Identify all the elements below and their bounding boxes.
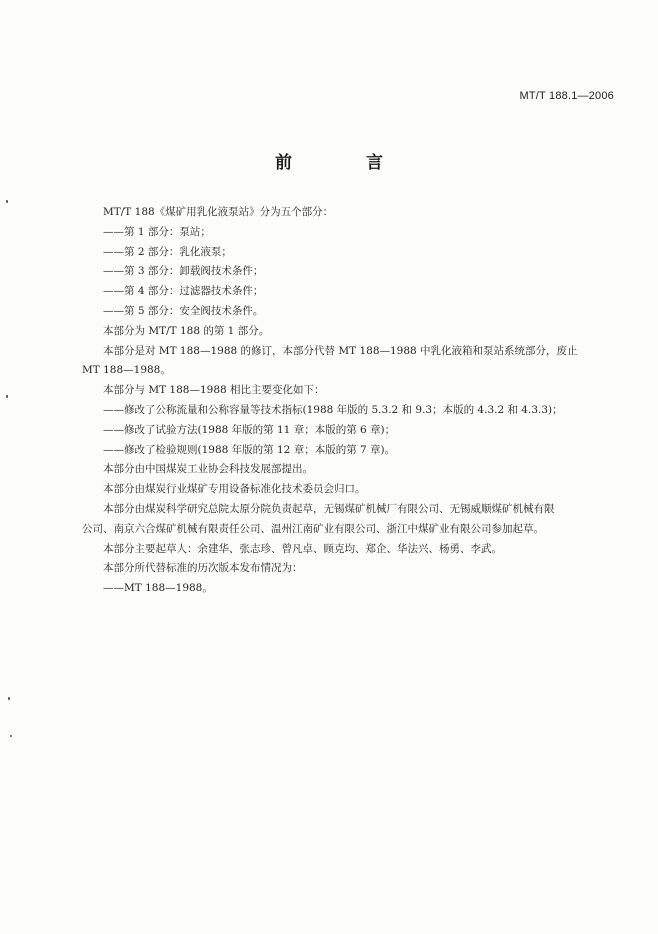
list-item-part-1: ——第 1 部分：泵站； <box>103 225 211 238</box>
list-item-change-2: ——修改了试验方法(1988 年版的第 11 章；本版的第 6 章)； <box>103 423 396 436</box>
list-item-part-5: ——第 5 部分：安全阀技术条件。 <box>103 304 264 317</box>
paragraph-revision: 本部分是对 MT 188—1988 的修订，本部分代替 MT 188—1988 中乳化液箱和泵站系统部分，废止 <box>103 344 578 357</box>
paragraph-revision-cont: MT 188—1988。 <box>82 364 171 377</box>
paragraph-changes: 本部分与 MT 188—1988 相比主要变化如下： <box>103 384 325 397</box>
paragraph-intro: MT/T 188《煤矿用乳化液泵站》分为五个部分： <box>103 206 334 218</box>
paragraph-proposed: 本部分由中国煤炭工业协会科技发展部提出。 <box>103 463 313 476</box>
paragraph-drafted: 本部分由煤炭科学研究总院太原分院负责起草，无锡煤矿机械厂有限公司、无锡威顺煤矿机械有限 <box>103 502 555 515</box>
list-item-part-2: ——第 2 部分：乳化液泵； <box>103 245 232 258</box>
list-item-history-1: ——MT 188—1988。 <box>103 582 213 595</box>
paragraph-history: 本部分所代替标准的历次版本发布情况为： <box>103 562 303 575</box>
list-item-change-1: ——修改了公称流量和公称容量等技术指标(1988 年版的 5.3.2 和 9.3；本版的 4.3.2 和 4.3.3)； <box>103 403 563 416</box>
paragraph-drafters: 本部分主要起草人：余建华、张志珍、曾凡卓、顾克均、郑企、华法兴、杨勇、李武。 <box>103 542 502 555</box>
scan-speck <box>6 200 8 203</box>
list-item-change-3: ——修改了检验规则(1988 年版的第 12 章；本版的第 7 章)。 <box>103 443 396 456</box>
list-item-part-4: ——第 4 部分：过滤器技术条件； <box>103 285 264 298</box>
scan-speck <box>10 735 12 737</box>
paragraph-this-part: 本部分为 MT/T 188 的第 1 部分。 <box>103 324 270 337</box>
paragraph-centralized: 本部分由煤炭行业煤矿专用设备标准化技术委员会归口。 <box>103 483 366 496</box>
foreword-body <box>82 203 620 599</box>
scan-speck <box>8 697 10 700</box>
scan-speck <box>6 395 8 398</box>
paragraph-drafted-cont: 公司、南京六合煤矿机械有限责任公司、温州江南矿业有限公司、浙江中煤矿业有限公司参加起草。 <box>82 522 544 535</box>
standard-code: MT/T 188.1—2006 <box>519 90 614 102</box>
page-title: 前 言 <box>275 153 417 173</box>
list-item-part-3: ——第 3 部分：卸载阀技术条件； <box>103 265 264 278</box>
